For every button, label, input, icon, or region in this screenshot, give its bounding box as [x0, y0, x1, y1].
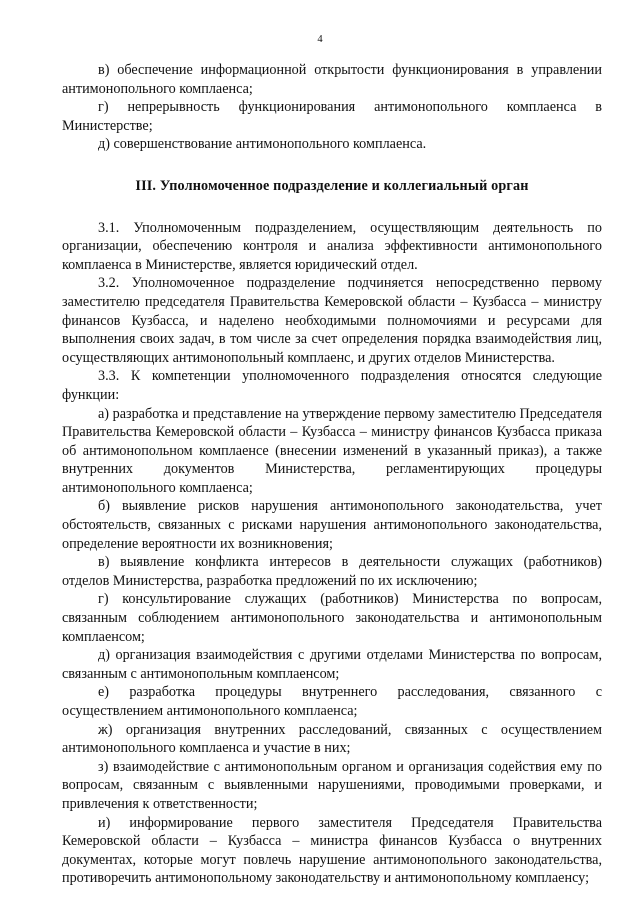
function-item-d: д) организация взаимодействия с другими отделами Министерства по вопросам, связанным с антимонопольным комплаенсом; [62, 647, 602, 682]
function-item-e: е) разработка процедуры внутреннего расследования, связанного с осуществлением антимонопольного комплаенса; [62, 684, 602, 719]
function-item-b: б) выявление рисков нарушения антимонопольного законодательства, учет обстоятельств, связанных с рисками нарушения антимонопольного законодательства, определение вероятности их возникновения; [62, 498, 602, 552]
paragraph-item-v: в) обеспечение информационной открытости функционирования в управлении антимонопольного комплаенса; [62, 62, 602, 97]
paragraph-3-2: 3.2. Уполномоченное подразделение подчиняется непосредственно первому заместителю председателя Правительства Кемеровской области – Кузбасса – министру финансов Кузбасса, и наделено необходимыми полномочиями и ресурсами для выполнения своих задач, в том числе за счет определения порядка взаимодействия лиц, осуществляющих антимонопольный комплаенс, и других отделов Министерства. [62, 275, 602, 366]
paragraph-3-1: 3.1. Уполномоченным подразделением, осуществляющим деятельность по организации, обеспечению контроля и анализа эффективности антимонопольного комплаенса в Министерстве, является юридический отдел. [62, 219, 602, 273]
function-item-zh: ж) организация внутренних расследований, связанных с осуществлением антимонопольного комплаенса и участие в них; [62, 721, 602, 757]
function-item-i: и) информирование первого заместителя Председателя Правительства Кемеровской области – Кузбасса – министра финансов Кузбасса о внутренних документах, которые могут повлечь нарушение антимонопольного законодательства, противоречить антимонопольному законодательству и антимонопольному комплаенсу; [62, 814, 602, 887]
function-item-z: з) взаимодействие с антимонопольным органом и организация содействия ему по вопросам, связанным с выявленными нарушениями, проводимыми проверками, и привлечения к ответственности; [62, 758, 602, 812]
paragraph-item-d: д) совершенствование антимонопольного комплаенса. [98, 136, 427, 153]
paragraph-item-g: г) непрерывность функционирования антимонопольного комплаенса в Министерстве; [62, 99, 602, 134]
paragraph-3-3: 3.3. К компетенции уполномоченного подразделения относятся следующие функции: [62, 368, 602, 403]
page-number: 4 [317, 34, 323, 45]
function-item-v: в) выявление конфликта интересов в деятельности служащих (работников) отделов Министерства, разработка предложений по их исключению; [62, 554, 602, 589]
function-item-g: г) консультирование служащих (работников) Министерства по вопросам, связанным соблюдением антимонопольного законодательства и антимонопольным комплаенсом; [62, 591, 602, 645]
section-heading: III. Уполномоченное подразделение и коллегиальный орган [135, 177, 529, 194]
function-item-a: а) разработка и представление на утверждение первому заместителю Председателя Правительства Кемеровской области – Кузбасса – министру финансов Кузбасса приказа об антимонопольном комплаенсе (внесении изменений в указанный приказ), а также внутренних документов Министерства, регламентирующих процедуры антимонопольного комплаенса; [62, 405, 602, 496]
document-body [62, 61, 602, 888]
